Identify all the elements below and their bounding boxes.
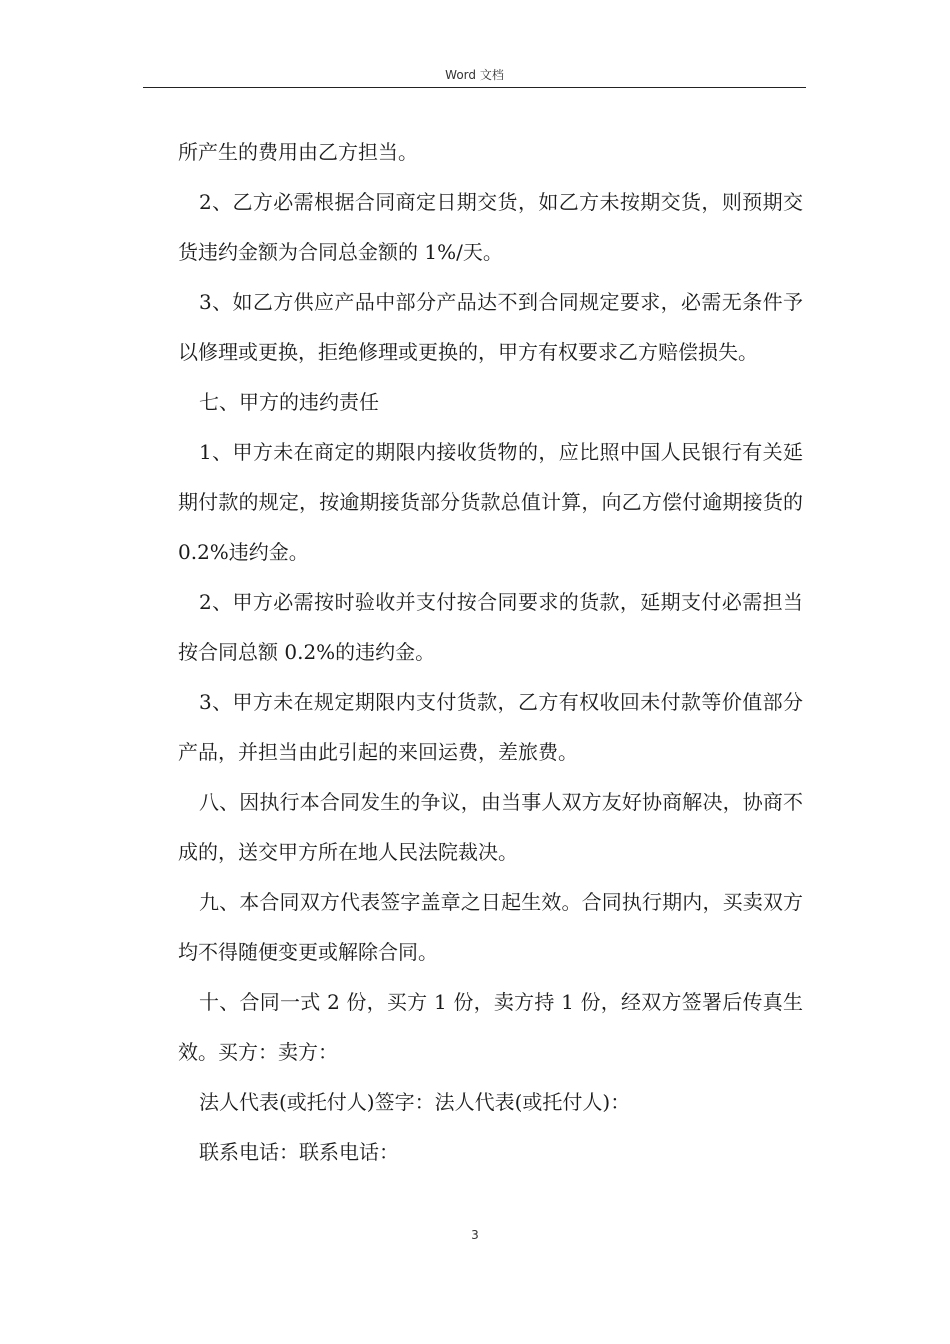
paragraph: 八、因执行本合同发生的争议，由当事人双方友好协商解决，协商不成的，送交甲方所在地人民法院裁决。: [178, 790, 803, 864]
page-header: Word 文档: [445, 68, 504, 82]
paragraph: 十、合同一式 2 份，买方 1 份，卖方持 1 份，经双方签署后传真生效。买方：卖方：: [178, 990, 803, 1064]
page-number: 3: [471, 1228, 479, 1242]
section-heading: 七、甲方的违约责任: [199, 390, 379, 414]
paragraph: 3、如乙方供应产品中部分产品达不到合同规定要求，必需无条件予以修理或更换，拒绝修理或更换的，甲方有权要求乙方赔偿损失。: [178, 290, 803, 364]
contact-line: 联系电话：联系电话：: [199, 1140, 399, 1164]
signature-line: 法人代表(或托付人)签字：法人代表(或托付人)：: [199, 1090, 631, 1114]
paragraph: 1、甲方未在商定的期限内接收货物的，应比照中国人民银行有关延期付款的规定，按逾期接货部分货款总值计算，向乙方偿付逾期接货的 0.2%违约金。: [178, 440, 803, 564]
header-divider: [143, 87, 806, 88]
paragraph: 2、乙方必需根据合同商定日期交货，如乙方未按期交货，则预期交货违约金额为合同总金额的 1%/天。: [178, 190, 803, 264]
paragraph: 3、甲方未在规定期限内支付货款，乙方有权收回未付款等价值部分产品，并担当由此引起的来回运费，差旅费。: [178, 690, 803, 764]
paragraph: 所产生的费用由乙方担当。: [178, 140, 418, 164]
paragraph: 九、本合同双方代表签字盖章之日起生效。合同执行期内，买卖双方均不得随便变更或解除合同。: [178, 890, 803, 964]
document-body: [178, 127, 803, 1177]
paragraph: 2、甲方必需按时验收并支付按合同要求的货款，延期支付必需担当按合同总额 0.2%的违约金。: [178, 590, 803, 664]
